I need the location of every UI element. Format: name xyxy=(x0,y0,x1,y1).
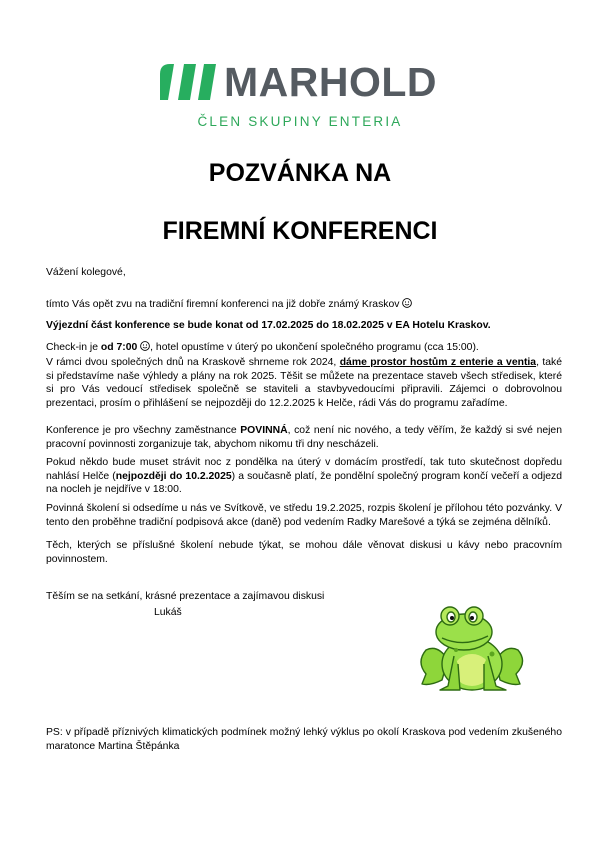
checkin-post: , hotel opustíme v úterý po ukončení společného programu (cca 15:00). xyxy=(150,342,479,353)
intro-paragraph xyxy=(46,298,562,312)
closing-line: Těším se na setkání, krásné prezentace a zajímavou diskusi xyxy=(46,591,325,602)
mandatory-post: , což není nic nového, a tedy věřím, že každý si své nejen pracovní povinnosti zorganizuje tak, abychom nikomu tři dny nescházeli. xyxy=(46,425,562,450)
program-pre: V rámci dvou společných dnů na Kraskově shrneme rok 2024, xyxy=(46,357,340,368)
page-title-line1: POZVÁNKA NA xyxy=(208,159,392,187)
discussion-paragraph: Těch, kterých se příslušné školení nebude týkat, se mohou dále věnovat diskusi u kávy nebo pracovním povinnostem. xyxy=(46,540,562,565)
guests-highlight: dáme prostor hostům z enterie a ventia xyxy=(339,357,537,368)
greeting: Vážení kolegové, xyxy=(46,267,126,278)
checkin-pre: Check-in je xyxy=(46,342,101,353)
dates-paragraph: Výjezdní část konference se bude konat od 17.02.2025 do 18.02.2025 v EA Hotelu Kraskov. xyxy=(46,320,491,331)
frog-illustration xyxy=(412,604,530,696)
ps-paragraph: PS: v případě příznivých klimatických podmínek možný lehký výklus po okolí Kraskova pod vedením zkušeného maratonce Martina Štěpánka xyxy=(46,727,562,752)
program-paragraph xyxy=(46,356,562,410)
overnight-paragraph xyxy=(46,456,562,497)
mandatory-bold: POVINNÁ xyxy=(240,425,288,436)
program-post: , také si představíme naše výhledy a plány na rok 2025. Těšit se můžete na prezentace staveb všech středisek, které si pro Vás vedoucí středisek společně se staviteli a stavbyvedoucími připravili. Zájemci o dobrovolnou prezentaci, prosím o přihlášení se nejpozději do 12.2.2025 k Helče, rádi Vás do programu zařadíme. xyxy=(46,357,562,409)
overnight-post: ) a současně platí, že pondělní společný program končí večeří a odjezd na nocleh je nejdříve v 18:00. xyxy=(46,470,563,496)
checkin-time: od 7:00 xyxy=(100,342,138,353)
training-paragraph: Povinná školení si odsedíme u nás ve Svítkově, ve středu 19.2.2025, rozpis školení je přílohou této pozvánky. V tento den proběhne tradiční podpisová akce (daně) pod vedením Radky Marešové a týká se zejména dělníků. xyxy=(46,503,562,528)
signature: Lukáš xyxy=(154,607,182,618)
deadline-bold: nejpozději do 10.2.2025 xyxy=(115,470,232,482)
intro-text: tímto Vás opět zvu na tradiční firemní konferenci na již dobře známý Kraskov xyxy=(46,299,400,310)
mandatory-paragraph xyxy=(46,424,562,451)
page-title-line2: FIREMNÍ KONFERENCI xyxy=(162,217,438,245)
smiley-icon xyxy=(402,298,412,308)
logo-subtitle: ČLEN SKUPINY ENTERIA xyxy=(197,114,403,129)
overnight-pre: Pokud někdo bude muset strávit noc z pondělka na úterý v domácím prostředí, tak tuto skutečnost dopředu nahlásí Helče ( xyxy=(46,457,562,482)
mandatory-pre: Konference je pro všechny zaměstnance xyxy=(46,425,241,436)
logo-text: MARHOLD xyxy=(224,59,438,105)
checkin-paragraph xyxy=(46,341,562,355)
smiley-icon xyxy=(140,341,150,351)
